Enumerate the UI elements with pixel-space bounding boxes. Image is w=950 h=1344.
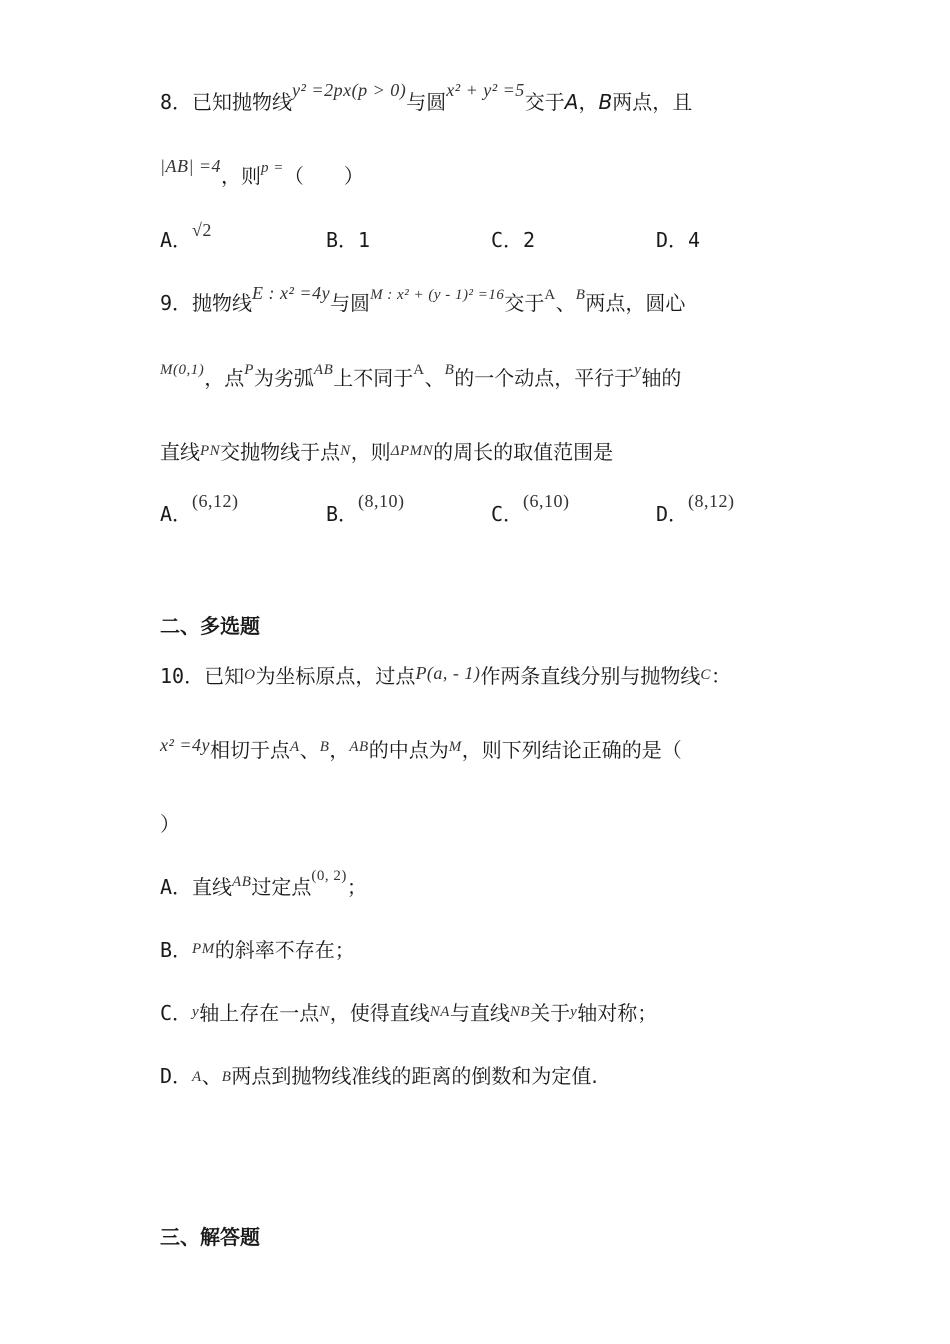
q10-parabola-eq: x² =4y xyxy=(160,735,211,755)
q9-text: 轴的 xyxy=(641,366,682,390)
q9-option-d: D．(8,12) xyxy=(656,491,735,526)
q10-text: 、 xyxy=(299,738,320,762)
q10-point-p: P(a, - 1) xyxy=(415,663,481,683)
q10-text: ， xyxy=(329,738,350,762)
q8-p-var: p = xyxy=(261,160,284,176)
q10-point-b: B xyxy=(319,739,330,755)
q9-text: 抛物线 xyxy=(192,291,253,315)
q8-text: 已知抛物线 xyxy=(192,90,293,114)
q9-text: 、 xyxy=(555,291,576,315)
q10-stem-line1 xyxy=(160,662,800,693)
q10-text: 相切于点 xyxy=(210,738,291,762)
q10-option-d: D．A、B两点到抛物线准线的距离的倒数和为定值. xyxy=(160,1064,598,1088)
q9-text: 直线 xyxy=(160,440,200,464)
q9-text: 的周长的取值范围是 xyxy=(433,440,614,464)
q10-point-a: A xyxy=(290,739,300,755)
q8-stem-line2 xyxy=(160,156,800,193)
q9-number: 9． xyxy=(160,291,193,315)
q9-point-b: B xyxy=(575,287,586,303)
q10-number: 10． xyxy=(160,664,205,688)
q9-text: 为劣弧 xyxy=(253,366,314,390)
q8-point-a: A xyxy=(564,90,579,114)
q9-text: 、 xyxy=(424,366,445,390)
q10-text: ： xyxy=(710,664,731,688)
q10-option-a: A．直线AB过定点(0, 2)； xyxy=(160,868,367,899)
q10-parabola-c: C xyxy=(700,667,711,683)
q9-arc-ab: AB xyxy=(313,362,334,378)
q9-text: ，则 xyxy=(350,440,391,464)
q10-text: 作两条直线分别与抛物线 xyxy=(480,664,701,688)
q8-text: ， xyxy=(578,90,599,114)
q9-option-c: C．(6,10) xyxy=(491,491,570,526)
q8-option-d: D．4 xyxy=(656,228,701,252)
q8-ab-length: |AB| =4 xyxy=(160,156,222,176)
q8-text: 交于 xyxy=(524,90,565,114)
q8-number: 8． xyxy=(160,90,193,114)
q8-text: ，则 xyxy=(221,164,262,188)
q8-option-b: B．1 xyxy=(326,228,371,252)
q9-point-a: A xyxy=(413,362,425,378)
q8-option-c: C．2 xyxy=(491,228,536,252)
q10-text: ） xyxy=(160,812,180,836)
q9-text: 两点，圆心 xyxy=(585,291,686,315)
q10-text: 为坐标原点，过点 xyxy=(255,664,416,688)
q9-point-n: N xyxy=(340,443,351,459)
q8-parabola-eq: y² =2px(p > 0) xyxy=(292,80,407,100)
q10-option-c: C．y轴上存在一点N，使得直线NA与直线NB关于y轴对称； xyxy=(160,1001,658,1025)
q10-stem-line3 xyxy=(160,810,800,838)
section-heading-multiple-choice: 二、多选题 xyxy=(160,614,260,638)
section-heading-solutions: 三、解答题 xyxy=(160,1225,260,1249)
q9-line-pn: PN xyxy=(200,443,221,459)
q9-triangle: ΔPMN xyxy=(390,443,434,459)
q10-text: 已知 xyxy=(204,664,245,688)
q9-y-axis: y xyxy=(634,362,642,378)
q9-text: 交于 xyxy=(504,291,545,315)
q8-point-b: B xyxy=(598,90,613,114)
q9-text: 的一个动点，平行于 xyxy=(454,366,635,390)
q10-stem-line2 xyxy=(160,736,800,767)
q9-stem-line2 xyxy=(160,364,800,395)
q9-stem-line3 xyxy=(160,438,800,469)
q10-text: ，则下列结论正确的是（ xyxy=(461,738,682,762)
q9-stem-line1 xyxy=(160,283,800,320)
q8-text: 与圆 xyxy=(406,90,447,114)
q9-point-b: B xyxy=(444,362,455,378)
q10-text: 的中点为 xyxy=(368,738,449,762)
q8-option-a: A．√2 xyxy=(160,220,212,252)
q9-text: ，点 xyxy=(204,366,245,390)
q9-text: 交抛物线于点 xyxy=(220,440,341,464)
q8-answer-blank: （ ） xyxy=(283,164,364,188)
q8-stem-line1 xyxy=(160,80,800,117)
q9-option-a: A．(6,12) xyxy=(160,491,239,526)
q9-parabola-eq: E : x² =4y xyxy=(252,283,331,303)
q10-origin: O xyxy=(244,667,256,683)
q8-text: 两点，且 xyxy=(612,90,693,114)
q9-point-a: A xyxy=(544,287,556,303)
q9-circle-eq: M : x² + (y - 1)² =16 xyxy=(370,287,505,303)
q9-option-b: B．(8,10) xyxy=(326,491,405,526)
q10-midpoint-m: M xyxy=(448,739,462,755)
q10-option-b: B．PM的斜率不存在； xyxy=(160,938,355,962)
q8-circle-eq: x² + y² =5 xyxy=(446,80,525,100)
q9-text: 上不同于 xyxy=(333,366,414,390)
q9-text: 与圆 xyxy=(330,291,371,315)
q9-center: M(0,1) xyxy=(160,362,205,378)
q10-segment-ab: AB xyxy=(349,739,369,755)
q9-point-p: P xyxy=(244,362,254,378)
